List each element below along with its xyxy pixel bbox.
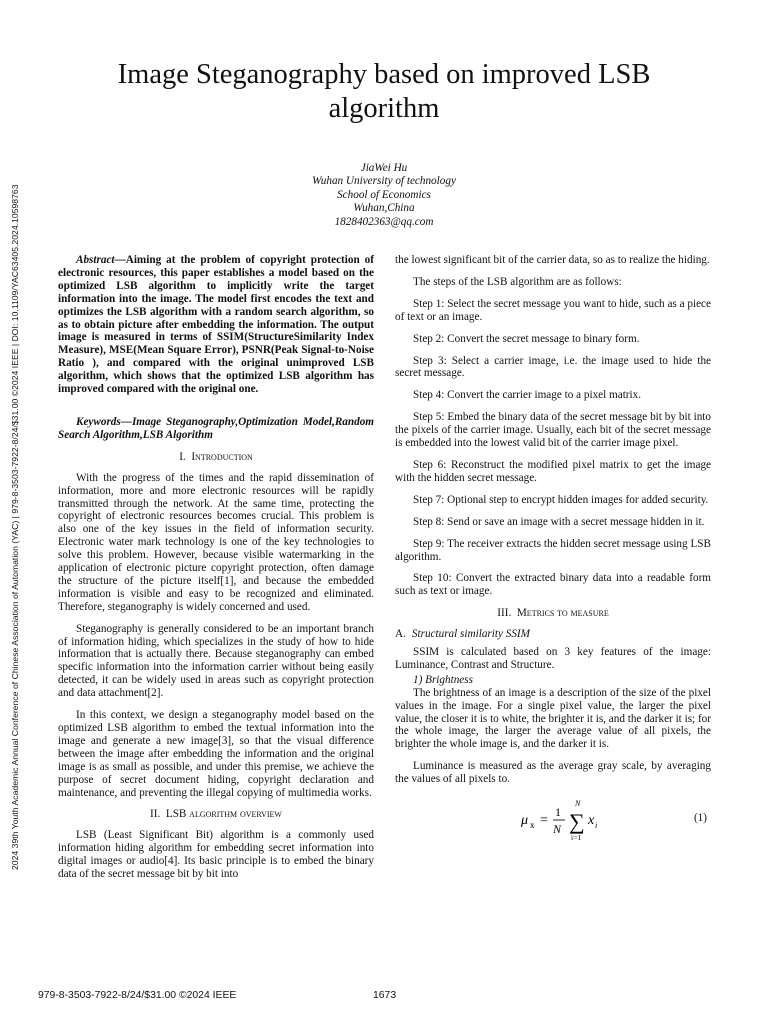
eq-sum-lower: i=1 [571,833,582,843]
step-item: Step 1: Select the secret message you want to hide, such as a piece of text or an image. [395,297,711,323]
luminance-paragraph: Luminance is measured as the average gray scale, by averaging the values of all pixels to. [395,760,711,786]
section-number: II. [150,808,161,821]
abstract [58,254,374,396]
eq-frac-num: 1 [555,805,561,820]
eq-mu: μ [521,813,529,829]
intro-paragraph-3: In this context, we design a steganography model based on the optimized LSB algorithm to embed the textual information into the image and generate a new image[3], so that the visual difference between the image after embedding the information and the original image is as small as possible, and under this premise, we achieve the purpose of secret document hiding, copyright declaration and maintenance, and preventing the illegal copying of multimedia works. [58,709,374,799]
right-column [395,254,711,843]
left-column [58,254,374,890]
eq-equals: = [540,813,548,829]
author-block [200,162,568,229]
lsb-continuation: the lowest significant bit of the carrier data, so as to realize the hiding. [395,254,710,266]
steps-intro: The steps of the LSB algorithm are as follows: [413,275,622,288]
step-item: Step 6: Reconstruct the modified pixel matrix to get the image with the hidden secret message. [395,458,711,484]
eq-frac-den: N [553,822,562,837]
keywords: Keywords—Image Steganography,Optimization Model,Random Search Algorithm,LSB Algorithm [58,415,374,441]
brightness-paragraph: The brightness of an image is a description of the size of the pixel values in the image. For a single pixel value, the larger the pixel value, the closer it is to white, the brighter it is, and the darker it is; for the whole image, the larger the average value of all pixels, the brighter the whole image is, and the darker it is. [395,686,711,751]
side-doi-note [2,150,28,870]
paper-title: Image Steganography based on improved LSB algorithm [117,59,651,124]
eq-sum-sign: ∑ [569,809,585,835]
author-affiliation: Wuhan University of technology [312,175,456,188]
equation-1 [395,795,711,843]
step-item: Step 2: Convert the secret message to binary form. [413,332,640,345]
step-item: Step 9: The receiver extracts the hidden secret message using LSB algorithm. [395,537,711,563]
subsection-heading-ssim [395,628,711,641]
intro-paragraph-1: With the progress of the times and the rapid dissemination of information, more and more electronic resources will be rapidly transmitted through the network. At the same time, protecting the copyright of electronic resources becomes crucial. This problem is also one of the key issues in the field of information security. Electronic water mark technology is one of the key technologies to solve this problem. However, because visible watermarking in the application of electronic picture copyright protection, often damage the structure of the picture itself[1], and because the embedded information is visible and easy to be recognized and eliminated. Therefore, steganography is widely concerned and used. [58,471,374,613]
lsb-paragraph: LSB (Least Significant Bit) algorithm is a commonly used information hiding algorithm for embedding secret information into digital images or audio[4]. Its basic principle is to embed the binary data of the secret message bit by bit into [58,829,374,881]
section-number: I. [179,450,186,463]
side-doi-text: 2024 39th Youth Academic Annual Conference of Chinese Association of Automation (YAC) | 979-8-3503-7922-8/24/$31.00 ©2024 IEEE | DOI: 10.1109/YAC63405.2024.10598763 [10,184,20,870]
eq-term: x [588,813,595,829]
subsubsection-brightness: 1) Brightness [413,673,473,686]
step-item: Step 7: Optional step to encrypt hidden images for added security. [413,493,709,506]
step-item: Step 10: Convert the extracted binary data into a readable form such as text or image. [395,572,711,598]
subsection-label: A. [395,628,406,641]
section-heading-metrics [395,607,711,620]
section-heading-lsb-overview [58,808,374,821]
author-email[interactable]: 1828402363@qq.com [334,215,434,228]
footer-copyright: 979-8-3503-7922-8/24/$31.00 ©2024 IEEE [38,990,237,1001]
eq-mu-sub: x [530,820,535,831]
step-item: Step 5: Embed the binary data of the secret message bit by bit into the pixels of the carrier image. Usually, each bit of the secret message is embedded into the lowest valid bit of the carrier image pixel. [395,411,711,450]
step-item: Step 4: Convert the carrier image to a pixel matrix. [413,389,642,402]
ssim-intro: SSIM is calculated based on 3 key features of the image: Luminance, Contrast and Structure. [395,646,711,671]
author-location: Wuhan,China [353,202,415,215]
step-item: Step 8: Send or save an image with a secret message hidden in it. [413,515,705,528]
page-number: 1673 [373,990,397,1001]
intro-paragraph-2: Steganography is generally considered to be an important branch of information hiding, which specializes in the study of how to hide information that is actually there. Because steganography can embed specific information into the information carrier without being easily detected, it can be widely used in areas such as copyright protection and data attachment[2]. [58,622,374,700]
author-school: School of Economics [337,188,431,201]
step-item: Step 3: Select a carrier image, i.e. the image used to hide the secret message. [395,354,711,380]
eq-term-sub: i [595,821,598,831]
abstract-text: —Aiming at the problem of copyright protection of electronic resources, this paper establishes a model based on the optimized LSB algorithm to implicitly write the target information into the image. The model first encodes the text and optimizes the LSB algorithm with a random search algorithm, so as to obtain picture after embedding the information. The output image is measured in terms of SSIM(StructureSimilarity Index Measure), MSE(Mean Square Error), PSNR(Peak Signal-to-Noise Ratio ), and compared with the original unimproved LSB algorithm, which shows that the optimized LSB algorithm has improved compared with the original one. [58,254,374,396]
equation-number: (1) [693,812,707,825]
equation-svg [395,795,645,843]
section-title: LSB algorithm overview [165,808,282,821]
author-name: JiaWei Hu [360,162,408,174]
section-number: III. [497,607,512,620]
subsection-title: Structural similarity SSIM [411,628,530,641]
section-title: Introduction [191,450,253,463]
eq-sum-upper: N [575,799,581,809]
section-heading-introduction [58,451,374,464]
section-title: Metrics to measure [516,607,609,620]
abstract-label: Abstract [76,254,115,266]
